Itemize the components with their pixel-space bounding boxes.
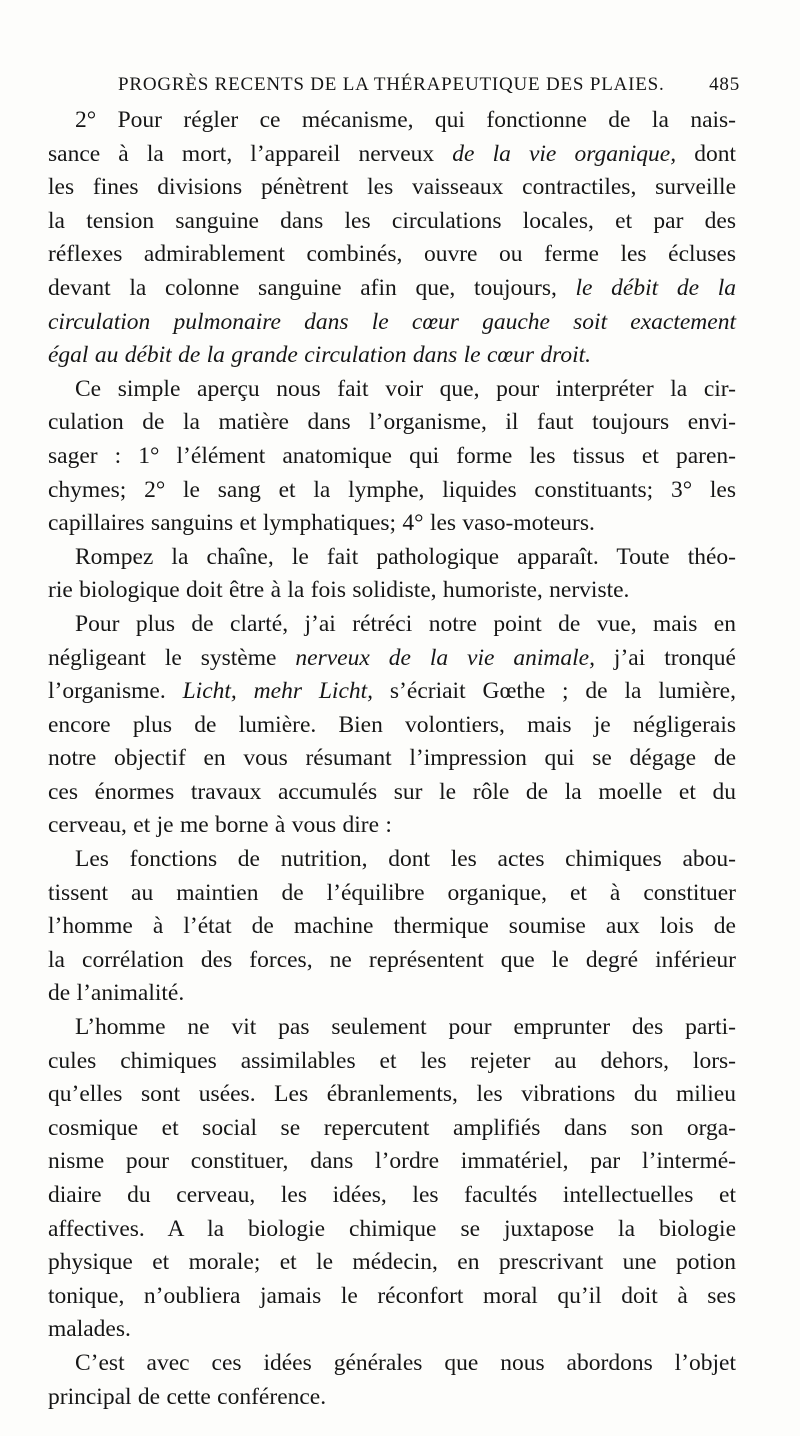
text-run: L’homme ne vit pas seulement pour emprunter des parti- (75, 1014, 736, 1041)
text-run: Rompez la chaîne, le fait pathologique apparaît. Toute théo- (75, 543, 736, 570)
text-run: les fines divisions pénètrent les vaisseaux contractiles, surveille (48, 174, 736, 201)
text-run: physique et morale; et le médecin, en prescrivant une potion (48, 1249, 736, 1276)
text-line (48, 843, 736, 877)
text-run: C’est avec ces idées générales que nous abordons l’objet (75, 1349, 736, 1376)
italic-text: nerveux de la vie animale, (295, 644, 595, 671)
text-line (48, 608, 736, 642)
italic-text: le débit de la (575, 274, 736, 301)
text-line (48, 1313, 736, 1347)
text-run: l’organisme. (48, 678, 183, 705)
text-run: s’écriait Gœthe ; de la lumière, (373, 678, 736, 705)
text-line (48, 1112, 736, 1146)
text-run: dont (676, 140, 736, 167)
text-run: nisme pour constituer, dans l’ordre immatériel, par l’intermé- (48, 1148, 736, 1175)
text-line (48, 440, 736, 474)
text-run: j’ai tronqué (594, 644, 736, 671)
text-run: Pour plus de clarté, j’ai rétréci notre point de vue, mais en (75, 610, 736, 637)
text-run: malades. (48, 1316, 131, 1343)
text-line (48, 474, 736, 508)
text-run: Ce simple aperçu nous fait voir que, pour interpréter la cir- (75, 375, 736, 402)
text-line (48, 944, 736, 978)
text-line (48, 306, 736, 340)
page-number: 485 (709, 74, 740, 95)
text-line (48, 1011, 736, 1045)
text-line (48, 406, 736, 440)
italic-text: circulation pulmonaire dans le cœur gauche soit exactement (48, 308, 736, 335)
text-line (48, 809, 736, 843)
text-run: sager : 1° l’élément anatomique qui forme les tissus et paren- (48, 442, 736, 469)
text-line (48, 776, 736, 810)
text-run: négligeant le système (48, 644, 296, 671)
body-text (48, 104, 736, 1414)
italic-text: Licht, mehr Licht, (182, 678, 374, 705)
text-run: sance à la mort, l’appareil nerveux (48, 140, 453, 167)
text-run: tonique, n’oubliera jamais le réconfort moral qu’il doit à ses (48, 1282, 736, 1309)
text-run: cules chimiques assimilables et les rejeter au dehors, lors- (48, 1047, 736, 1074)
text-run: capillaires sanguins et lymphatiques; 4° les vaso-moteurs. (48, 510, 595, 537)
text-run: rie biologique doit être à la fois solidiste, humoriste, nerviste. (48, 577, 630, 604)
text-line (48, 1347, 736, 1381)
text-run: réflexes admirablement combinés, ouvre ou ferme les écluses (48, 241, 736, 268)
text-line (48, 1179, 736, 1213)
text-line (48, 205, 736, 239)
text-run: ces énormes travaux accumulés sur le rôle de la moelle et du (48, 778, 736, 805)
text-line (48, 1280, 736, 1314)
text-run: qu’elles sont usées. Les ébranlements, les vibrations du milieu (48, 1081, 736, 1108)
text-run: culation de la matière dans l’organisme, il faut toujours envi- (48, 409, 736, 436)
text-run: principal de cette conférence. (48, 1383, 327, 1410)
text-line (48, 1078, 736, 1112)
text-line (48, 1213, 736, 1247)
text-line (48, 1145, 736, 1179)
text-line (48, 541, 736, 575)
text-run: tissent au maintien de l’équilibre organique, et à constituer (48, 879, 736, 906)
text-line (48, 339, 736, 373)
text-run: 2° Pour régler ce mécanisme, qui fonctionne de la nais- (75, 107, 736, 133)
text-line (48, 642, 736, 676)
text-line (48, 742, 736, 776)
text-line (48, 675, 736, 709)
text-line (48, 1045, 736, 1079)
text-line (48, 709, 736, 743)
text-line (48, 507, 736, 541)
text-run: devant la colonne sanguine afin que, toujours, (48, 274, 576, 301)
text-run: de l’animalité. (48, 980, 185, 1007)
text-line (48, 574, 736, 608)
text-run: diaire du cerveau, les idées, les facultés intellectuelles et (48, 1182, 736, 1208)
text-run: notre objectif en vous résumant l’impression qui se dégage de (48, 745, 736, 772)
text-run: affectives. A la biologie chimique se juxtapose la biologie (48, 1215, 736, 1242)
italic-text: de la vie organique, (452, 140, 677, 167)
text-run: la tension sanguine dans les circulations locales, et par des (48, 207, 736, 234)
text-line (48, 373, 736, 407)
text-line (48, 1246, 736, 1280)
text-line (48, 977, 736, 1011)
text-line (48, 877, 736, 911)
text-line (48, 171, 736, 205)
text-run: encore plus de lumière. Bien volontiers, mais je négligerais (48, 711, 736, 738)
text-run: la corrélation des forces, ne représentent que le degré inférieur (48, 946, 736, 973)
text-line (48, 272, 736, 306)
text-line (48, 104, 736, 138)
running-title: PROGRÈS RECENTS DE LA THÉRAPEUTIQUE DES PLAIES. (118, 74, 665, 95)
text-run: cerveau, et je me borne à vous dire : (48, 812, 392, 839)
text-line (48, 1381, 736, 1415)
italic-text: égal au débit de la grande circulation dans le cœur droit. (48, 342, 592, 369)
running-head (118, 70, 740, 102)
text-run: l’homme à l’état de machine thermique soumise aux lois de (48, 913, 736, 940)
text-line (48, 238, 736, 272)
text-line (48, 138, 736, 172)
text-run: cosmique et social se repercutent amplifiés dans son orga- (48, 1114, 736, 1141)
text-run: chymes; 2° le sang et la lymphe, liquides constituants; 3° les (48, 476, 736, 503)
text-line (48, 910, 736, 944)
text-run: Les fonctions de nutrition, dont les actes chimiques abou- (75, 846, 736, 873)
